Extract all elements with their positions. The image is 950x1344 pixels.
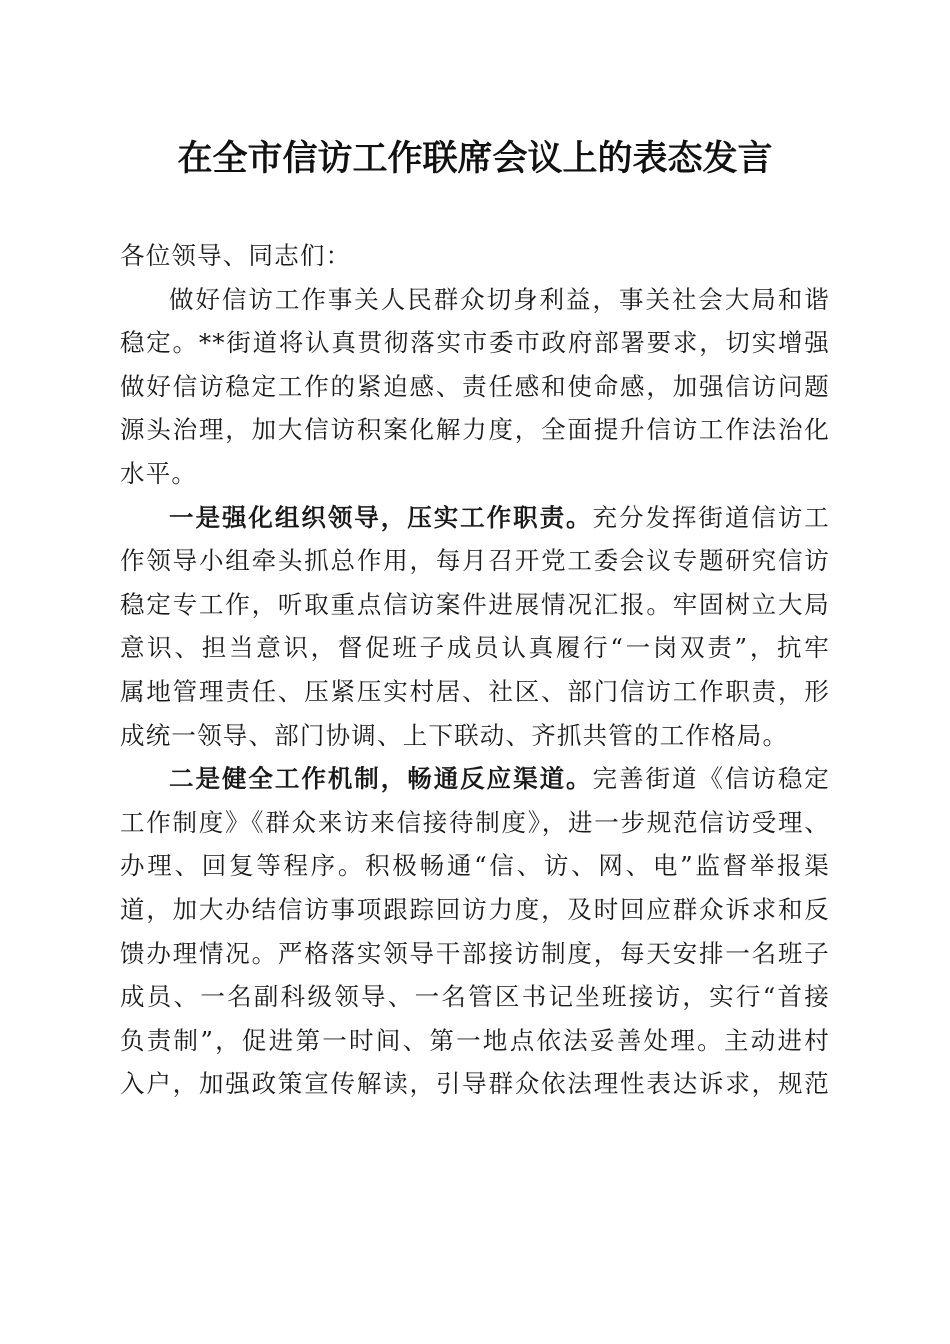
para1-line-2: 稳定。**街道将认真贯彻落实市委市政府部署要求，切实增强: [120, 328, 830, 358]
para3-line-6: 成员、一名副科级领导、一名管区书记坐班接访，实行“首接: [120, 982, 830, 1012]
para3-line-1: [120, 757, 830, 801]
para3-first-rest: 完善街道《信访稳定: [592, 764, 830, 794]
para3-line-2: 工作制度》《群众来访来信接待制度》，进一步规范信访受理、: [120, 807, 830, 837]
para2-line-4: 意识、担当意识，督促班子成员认真履行“一岗双责”，抗牢: [120, 633, 830, 663]
para2-first-rest: 充分发挥街道信访工: [592, 502, 830, 532]
para3-line-4: 道，加大办结信访事项跟踪回访力度，及时回应群众诉求和反: [120, 894, 830, 924]
para2-line-2: 作领导小组牵头抓总作用，每月召开党工委会议专题研究信访: [120, 546, 830, 576]
para3-heading: 二是健全工作机制，畅通反应渠道。: [169, 764, 593, 794]
document-title: 在全市信访工作联席会议上的表态发言: [177, 138, 773, 179]
salutation: 各位领导、同志们：: [120, 241, 352, 270]
para2-line-1: [120, 496, 830, 540]
para2-heading: 一是强化组织领导，压实工作职责。: [169, 502, 593, 532]
document-body: [120, 234, 830, 1106]
para2-line-3: 稳定专工作，听取重点信访案件进展情况汇报。牢固树立大局: [120, 589, 830, 619]
para2-line-5: 属地管理责任、压紧压实村居、社区、部门信访工作职责，形: [120, 676, 830, 706]
para2-line-6: 成统一领导、部门协调、上下联动、齐抓共管的工作格局。: [120, 720, 789, 750]
para3-line-5: 馈办理情况。严格落实领导干部接访制度，每天安排一名班子: [120, 938, 830, 968]
para3-line-3: 办理、回复等程序。积极畅通“信、访、网、电”监督举报渠: [120, 851, 830, 881]
para1-line-4: 源头治理，加大信访积案化解力度，全面提升信访工作法治化: [120, 415, 830, 445]
para1-line-3: 做好信访稳定工作的紧迫感、责任感和使命感，加强信访问题: [120, 371, 830, 401]
para3-line-7: 负责制”，促进第一时间、第一地点依法妥善处理。主动进村: [120, 1025, 830, 1055]
para1-line-1: 做好信访工作事关人民群众切身利益，事关社会大局和谐: [169, 284, 830, 314]
para1-line-5: 水平。: [120, 458, 198, 488]
para3-line-8: 入户，加强政策宣传解读，引导群众依法理性表达诉求，规范: [120, 1069, 830, 1099]
